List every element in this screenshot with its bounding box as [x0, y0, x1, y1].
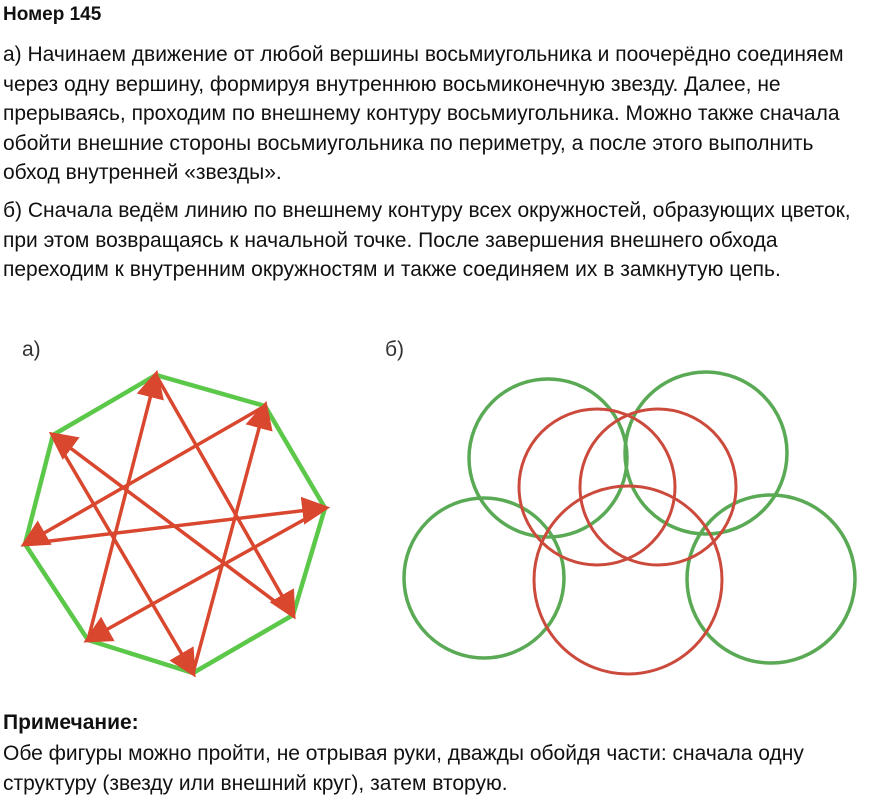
- figure-a-label: а): [22, 338, 41, 361]
- inner-circle: [580, 409, 736, 565]
- star-arrow: [25, 406, 265, 544]
- figure-b-label: б): [385, 338, 405, 361]
- inner-circle: [519, 409, 675, 565]
- note-text: Обе фигуры можно пройти, не отрывая руки, дважды обойдя части: сначала одну структуру (звезду или внешний круг), затем вторую.: [3, 742, 804, 795]
- star-arrow: [53, 435, 193, 673]
- paragraph-b: б) Сначала ведём линию по внешнему контуру всех окружностей, образующих цветок, при этом возвращаясь к начальной точке. После завершения внешнего обхода переходим к внутренним окружностям и также соединяем их в замкнутую цепь.: [3, 199, 851, 281]
- star-arrows: [25, 375, 325, 673]
- outer-circle: [687, 495, 855, 663]
- star-arrow: [193, 406, 265, 673]
- inner-circle: [534, 486, 722, 674]
- note-title: Примечание:: [3, 711, 139, 734]
- star-arrow: [156, 375, 293, 615]
- page-title: Номер 145: [3, 4, 102, 25]
- outer-circle: [625, 372, 787, 534]
- paragraph-a: а) Начинаем движение от любой вершины восьмиугольника и поочерёдно соединяем через одну вершину, формируя внутреннюю восьмиконечную звезду. Далее, не прерываясь, проходим по внешнему контуру восьмиугольника. Можно также сначала обойти внешние стороны восьмиугольника по периметру, а после этого выполнить обход внутренней «звезды».: [3, 43, 844, 184]
- octagon-figure: [25, 375, 325, 673]
- outer-circle: [404, 498, 564, 658]
- outer-circle: [469, 379, 627, 537]
- flower-figure: [404, 372, 855, 674]
- star-arrow: [88, 375, 156, 640]
- octagon-outline: [25, 375, 325, 673]
- star-arrow: [25, 508, 325, 544]
